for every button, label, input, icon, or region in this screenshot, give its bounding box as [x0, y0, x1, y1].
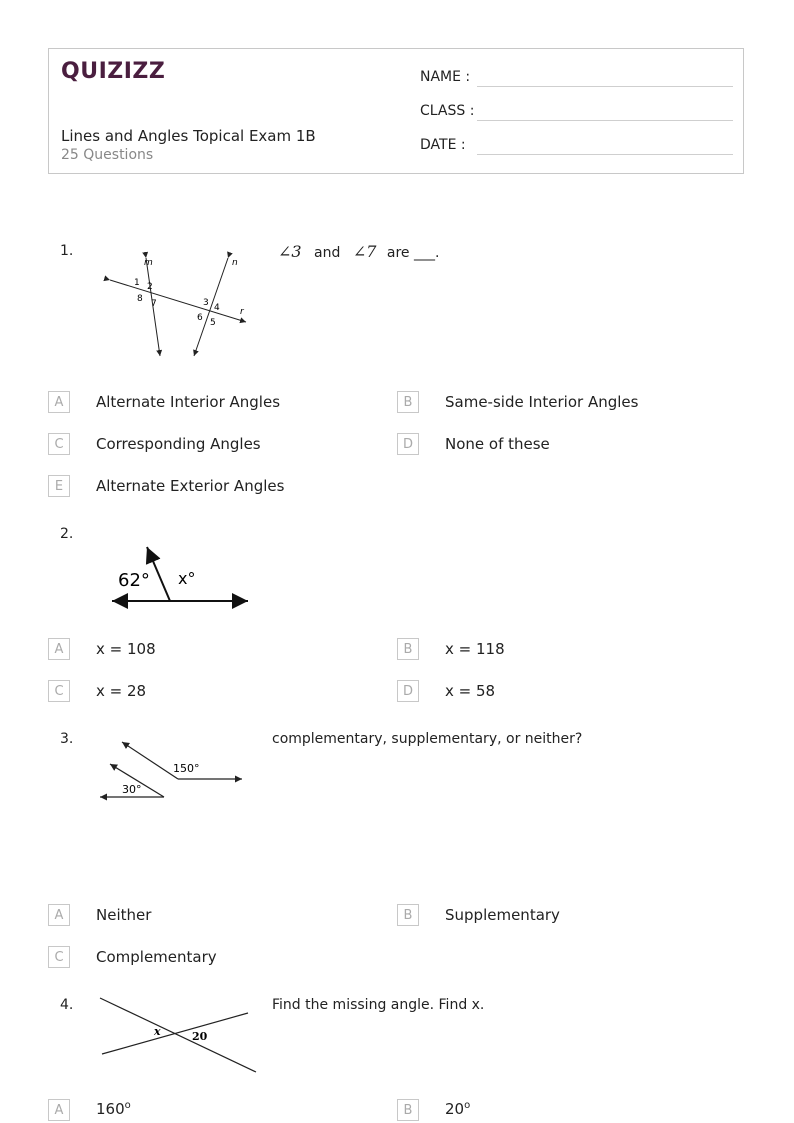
q3-option-a-box[interactable]: A: [48, 904, 70, 926]
date-field[interactable]: [420, 137, 466, 153]
q2-option-d-box[interactable]: D: [397, 680, 419, 702]
question-2-number: 2.: [60, 526, 74, 542]
q1-option-e-text: Alternate Exterior Angles: [96, 477, 285, 495]
question-1-tail: are ___.: [386, 245, 440, 261]
q1-option-a-text: Alternate Interior Angles: [96, 393, 281, 411]
q1-option-c-box[interactable]: C: [48, 433, 70, 455]
question-1-number: 1.: [60, 243, 74, 259]
label-m: m: [144, 258, 153, 268]
class-label: CLASS :: [420, 103, 475, 119]
label-x: x: [154, 1025, 161, 1038]
q4-option-a-value: 160: [96, 1100, 125, 1118]
q2-option-c-text: x = 28: [96, 682, 147, 700]
q2-option-a-text: x = 108: [96, 640, 156, 658]
angle-3-symbol: ∠3: [278, 242, 302, 261]
q1-option-e-box[interactable]: E: [48, 475, 70, 497]
question-3-text: complementary, supplementary, or neither?: [272, 731, 583, 747]
angle-label-3: 3: [203, 298, 209, 308]
label-20: 20: [192, 1030, 208, 1043]
q4-option-b-value: 20: [445, 1100, 465, 1118]
q3-option-c-text: Complementary: [96, 948, 217, 966]
transversal-r: [110, 280, 246, 322]
line-a: [100, 998, 256, 1072]
question-2-figure: [100, 537, 260, 613]
name-line: [477, 86, 733, 87]
label-30: 30°: [122, 783, 142, 796]
q2-option-a-box[interactable]: A: [48, 638, 70, 660]
angle-label-4: 4: [214, 303, 220, 313]
question-1-text: [278, 242, 439, 261]
q2-option-b-text: x = 118: [445, 640, 505, 658]
angle-label-1: 1: [134, 278, 140, 288]
name-field[interactable]: [420, 69, 470, 85]
ray-150-a: [122, 742, 178, 779]
q4-option-a-degree: o: [124, 1100, 131, 1111]
q4-option-b-text: [445, 1100, 470, 1118]
question-count: 25 Questions: [61, 147, 154, 163]
q4-option-a-box[interactable]: A: [48, 1099, 70, 1121]
angle-label-5: 5: [210, 318, 216, 328]
q2-option-d-text: x = 58: [445, 682, 496, 700]
date-label: DATE :: [420, 137, 466, 153]
worksheet-title: Lines and Angles Topical Exam 1B: [61, 127, 316, 145]
date-line: [477, 154, 733, 155]
question-4-text: Find the missing angle. Find x.: [272, 997, 485, 1013]
angle-label-8: 8: [137, 294, 143, 304]
question-4-number: 4.: [60, 997, 74, 1013]
angle-label-2: 2: [147, 282, 153, 292]
question-1-figure: [100, 250, 260, 362]
q3-option-b-box[interactable]: B: [397, 904, 419, 926]
q4-option-b-box[interactable]: B: [397, 1099, 419, 1121]
label-n: n: [232, 258, 238, 268]
q4-option-b-degree: o: [464, 1100, 471, 1111]
question-3-number: 3.: [60, 731, 74, 747]
class-field[interactable]: [420, 103, 474, 119]
q3-option-b-text: Supplementary: [445, 906, 560, 924]
angle-label-7: 7: [151, 299, 157, 309]
label-150: 150°: [173, 762, 200, 775]
q4-option-a-text: [96, 1100, 131, 1118]
q3-option-a-text: Neither: [96, 906, 152, 924]
q1-option-b-text: Same-side Interior Angles: [445, 393, 639, 411]
q2-option-c-box[interactable]: C: [48, 680, 70, 702]
label-62: 62°: [118, 570, 150, 591]
q1-option-b-box[interactable]: B: [397, 391, 419, 413]
worksheet-header: [48, 48, 744, 174]
label-r: r: [240, 307, 244, 317]
q3-option-c-box[interactable]: C: [48, 946, 70, 968]
q2-option-b-box[interactable]: B: [397, 638, 419, 660]
q1-option-d-text: None of these: [445, 435, 550, 453]
q1-option-d-box[interactable]: D: [397, 433, 419, 455]
label-x: x°: [178, 569, 196, 588]
angle-label-6: 6: [197, 313, 203, 323]
angle-7-symbol: ∠7: [352, 242, 377, 261]
q1-option-c-text: Corresponding Angles: [96, 435, 261, 453]
q1-option-a-box[interactable]: A: [48, 391, 70, 413]
question-1-and: and: [314, 245, 341, 261]
question-3-figure: [96, 736, 248, 802]
class-line: [477, 120, 733, 121]
quizizz-logo: QUIZIZZ: [61, 59, 166, 84]
ray-up: [147, 547, 170, 601]
question-4-figure: [98, 994, 260, 1076]
line-b: [102, 1013, 248, 1054]
name-label: NAME :: [420, 69, 471, 85]
